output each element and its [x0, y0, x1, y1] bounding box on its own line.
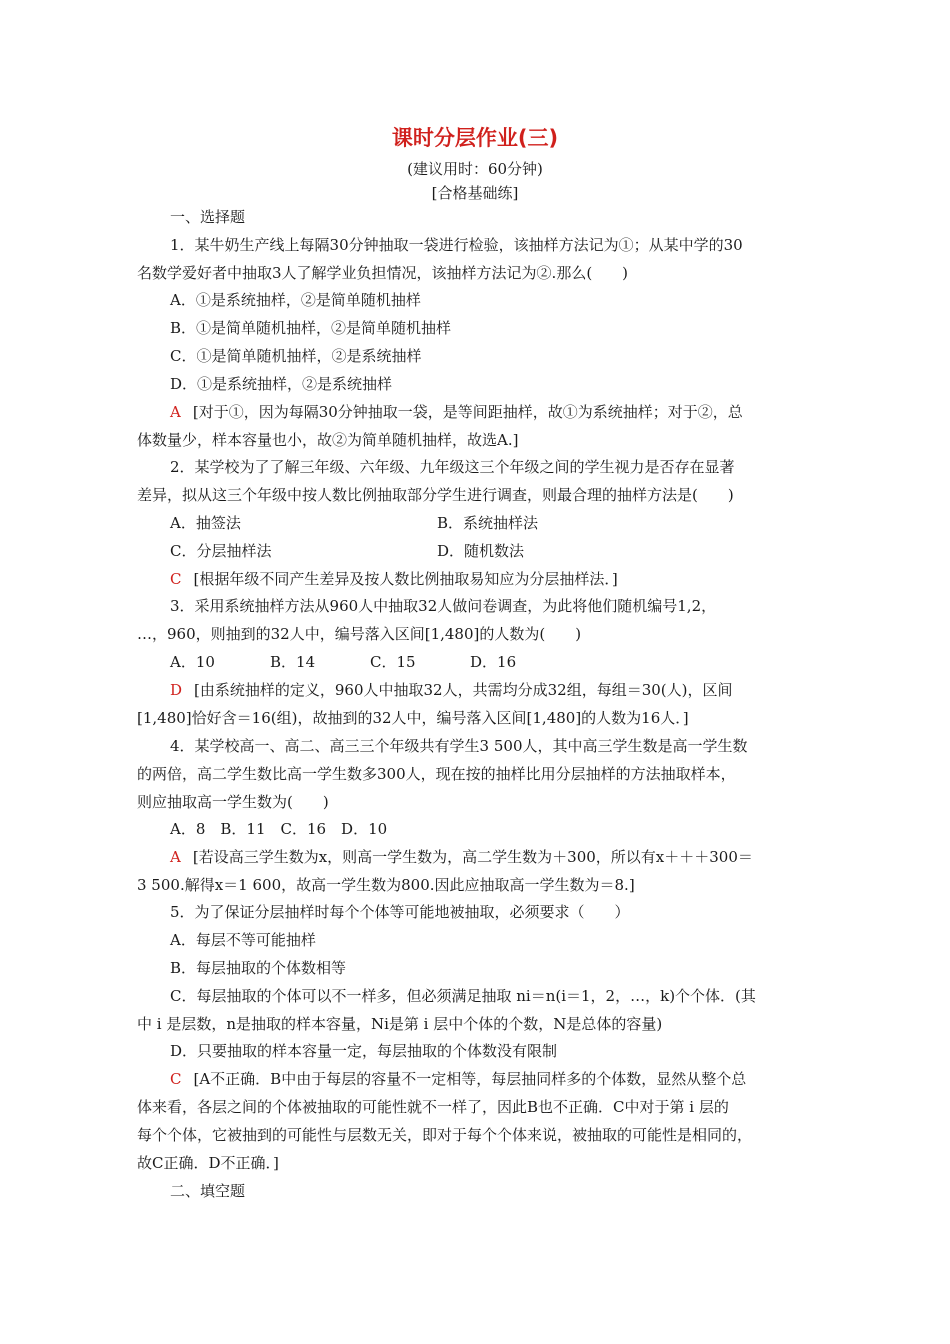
option-c: C．①是简单随机抽样，②是系统抽样	[170, 347, 422, 365]
explanation-text: 体来看，各层之间的个体被抽取的可能性就不一样了，因此B也不正确．C中对于第 i 层的	[137, 1098, 729, 1116]
question-stem: 3．采用系统抽样方法从960人中抽取32人做问卷调查，为此将他们随机编号1,2，	[170, 597, 717, 615]
option-d: D．只要抽取的样本容量一定，每层抽取的个体数没有限制	[170, 1042, 558, 1060]
explanation	[170, 680, 850, 700]
explanation	[170, 847, 850, 867]
question-stem: 1．某牛奶生产线上每隔30分钟抽取一袋进行检验，该抽样方法记为①；从某中学的30	[170, 236, 743, 254]
explanation-text: [1,480]恰好含＝16(组)，故抽到的32人中，编号落入区间[1,480]的人数为16人．]	[137, 709, 689, 727]
explanation-text: [对于①，因为每隔30分钟抽取一袋，是等间距抽样，故①为系统抽样；对于②，总	[192, 403, 743, 421]
subtitle: (建议用时：60分钟)	[407, 160, 543, 178]
question-stem: 则应抽取高一学生数为( )	[137, 793, 329, 811]
option-b: B．①是简单随机抽样，②是简单随机抽样	[170, 319, 452, 337]
answer-letter: A	[170, 403, 181, 421]
option-d: D．随机数法	[437, 542, 525, 560]
option-a: A．每层不等可能抽样	[170, 931, 316, 949]
explanation-text: 体数量少，样本容量也小，故②为简单随机抽样，故选A.]	[137, 431, 519, 449]
explanation	[170, 569, 850, 589]
question-stem: 名数学爱好者中抽取3人了解学业负担情况，该抽样方法记为②.那么( )	[137, 264, 629, 282]
answer-letter: A	[170, 848, 181, 866]
question-stem: 5．为了保证分层抽样时每个个体等可能地被抽取，必须要求（ ）	[170, 903, 630, 921]
explanation-text: [若设高三学生数为x，则高一学生数为，高二学生数为＋300，所以有x＋＋＋300＝	[192, 848, 753, 866]
options-row	[170, 652, 850, 672]
option-d: D．①是系统抽样，②是系统抽样	[170, 375, 393, 393]
question-stem: 2．某学校为了了解三年级、六年级、九年级这三个年级之间的学生视力是否存在显著	[170, 458, 735, 476]
option-c: C．每层抽取的个体可以不一样多，但必须满足抽取 ni＝n(i＝1，2，…，k)个个体．(其	[170, 987, 756, 1005]
section-heading: 二、填空题	[170, 1182, 246, 1200]
answer-letter: C	[170, 1070, 182, 1088]
question-stem: 的两倍，高二学生数比高一学生数多300人，现在按的抽样比用分层抽样的方法抽取样本，	[137, 765, 736, 783]
option-a: A．抽签法	[170, 514, 241, 532]
explanation-text: [A不正确．B中由于每层的容量不一定相等，每层抽同样多的个体数，显然从整个总	[193, 1070, 747, 1088]
explanation-text: 3 500.解得x＝1 600，故高一学生数为800.因此应抽取高一学生数为＝8.]	[137, 876, 635, 894]
option-c: C．分层抽样法	[170, 542, 272, 560]
option-b: B．系统抽样法	[437, 514, 539, 532]
question-stem: …，960，则抽到的32人中，编号落入区间[1,480]的人数为( )	[137, 625, 582, 643]
option-a: A．①是系统抽样，②是简单随机抽样	[170, 291, 421, 309]
option-d: D．16	[470, 653, 517, 671]
explanation-text: 每个个体，它被抽到的可能性与层数无关，即对于每个个体来说，被抽取的可能性是相同的，	[137, 1126, 753, 1144]
option-c-continued: 中 i 是层数，n是抽取的样本容量，Ni是第 i 层中个体的个数，N是总体的容量)	[137, 1015, 663, 1033]
answer-letter: D	[170, 681, 183, 699]
option-b: B．14	[270, 653, 316, 671]
options-row: A．8 B．11 C．16 D．10	[170, 820, 388, 838]
explanation	[170, 1069, 850, 1089]
section-heading: 一、选择题	[170, 208, 246, 226]
answer-letter: C	[170, 570, 182, 588]
page-title: 课时分层作业(三)	[391, 126, 559, 150]
explanation-text: [由系统抽样的定义，960人中抽取32人，共需均分成32组，每组＝30(人)，区间	[194, 681, 733, 699]
level-label: [合格基础练]	[431, 184, 519, 202]
explanation-text: 故C正确．D不正确．]	[137, 1154, 279, 1172]
explanation-text: [根据年级不同产生差异及按人数比例抽取易知应为分层抽样法．]	[193, 570, 618, 588]
question-stem: 差异，拟从这三个年级中按人数比例抽取部分学生进行调查，则最合理的抽样方法是( )	[137, 486, 734, 504]
option-c: C．15	[370, 653, 416, 671]
option-b: B．每层抽取的个体数相等	[170, 959, 347, 977]
option-a: A．10	[170, 653, 215, 671]
question-stem: 4．某学校高一、高二、高三三个年级共有学生3 500人，其中高三学生数是高一学生数	[170, 737, 748, 755]
explanation	[170, 402, 850, 422]
